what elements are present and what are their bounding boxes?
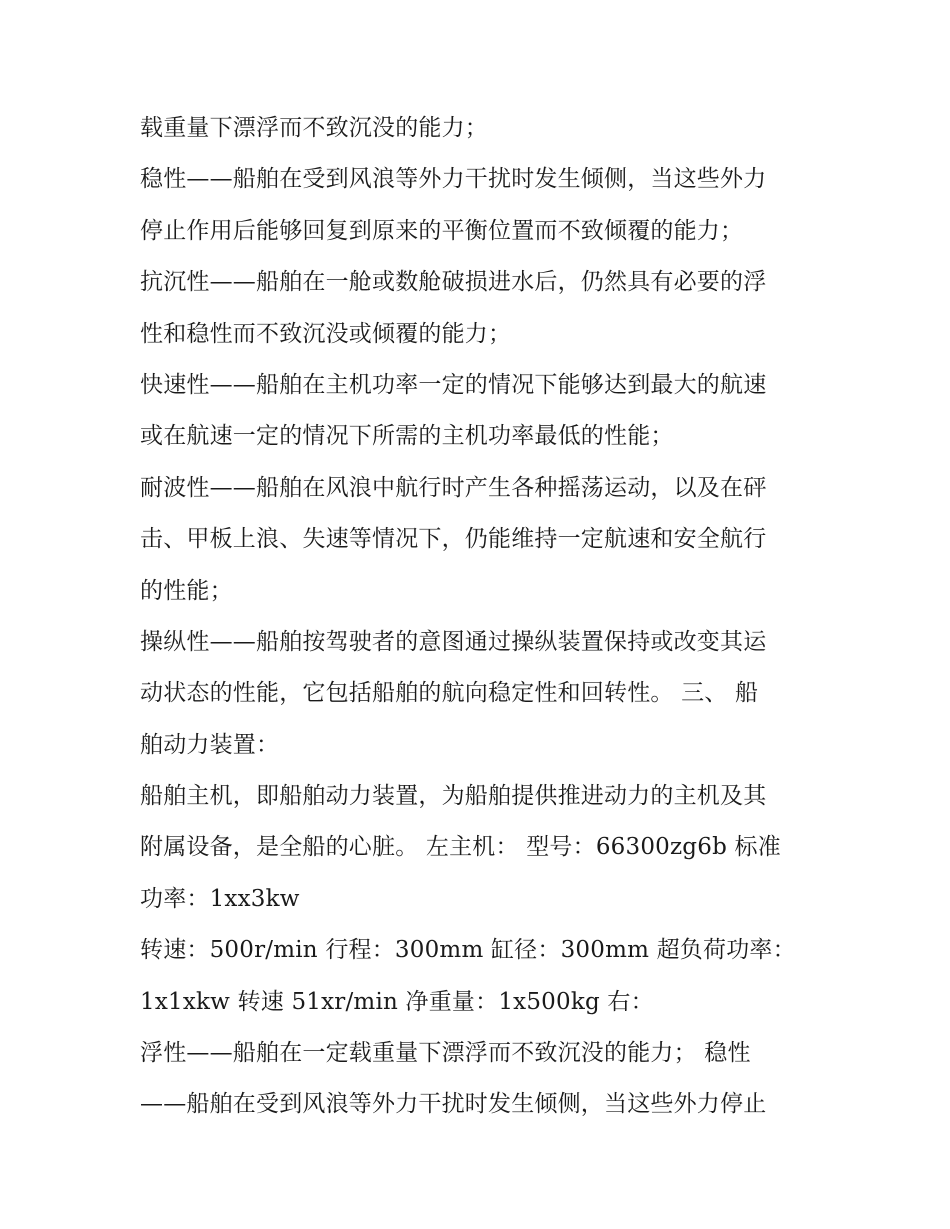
text-line: 动状态的性能，它包括船舶的航向稳定性和回转性。 三、 船	[140, 680, 759, 707]
text-line: 停止作用后能够回复到原来的平衡位置而不致倾覆的能力；	[140, 217, 744, 244]
text-line: 性和稳性而不致沉没或倾覆的能力；	[140, 320, 512, 347]
text-line: 转速：500r/min 行程：300mm 缸径：300mm 超负荷功率：	[140, 937, 796, 964]
text-line: 载重量下漂浮而不致沉没的能力；	[140, 115, 488, 141]
text-line: 附属设备，是全船的心脏。 左主机： 型号：66300zg6b 标准	[140, 834, 781, 861]
text-line: ——船舶在受到风浪等外力干扰时发生倾侧，当这些外力停止	[140, 1091, 767, 1118]
text-line: 抗沉性——船舶在一舱或数舱破损进水后，仍然具有必要的浮	[140, 269, 767, 296]
text-line: 的性能；	[140, 577, 233, 604]
text-line: 船舶主机，即船舶动力装置，为船舶提供推进动力的主机及其	[140, 783, 767, 810]
text-line: 或在航速一定的情况下所需的主机功率最低的性能；	[140, 423, 674, 450]
text-line: 击、甲板上浪、失速等情况下，仍能维持一定航速和安全航行	[140, 526, 767, 553]
text-line: 耐波性——船舶在风浪中航行时产生各种摇荡运动，以及在砰	[140, 474, 767, 501]
text-line: 浮性——船舶在一定载重量下漂浮而不致沉没的能力； 稳性	[140, 1040, 751, 1067]
text-line: 舶动力装置：	[140, 731, 280, 758]
document-body	[140, 103, 830, 1131]
text-line: 操纵性——船舶按驾驶者的意图通过操纵装置保持或改变其运	[140, 628, 767, 655]
text-line: 快速性——船舶在主机功率一定的情况下能够达到最大的航速	[140, 371, 767, 398]
text-line: 功率：1xx3kw	[140, 885, 300, 912]
text-line: 稳性——船舶在受到风浪等外力干扰时发生倾侧，当这些外力	[140, 166, 767, 193]
text-line: 1x1xkw 转速 51xr/min 净重量：1x500kg 右：	[140, 988, 654, 1015]
